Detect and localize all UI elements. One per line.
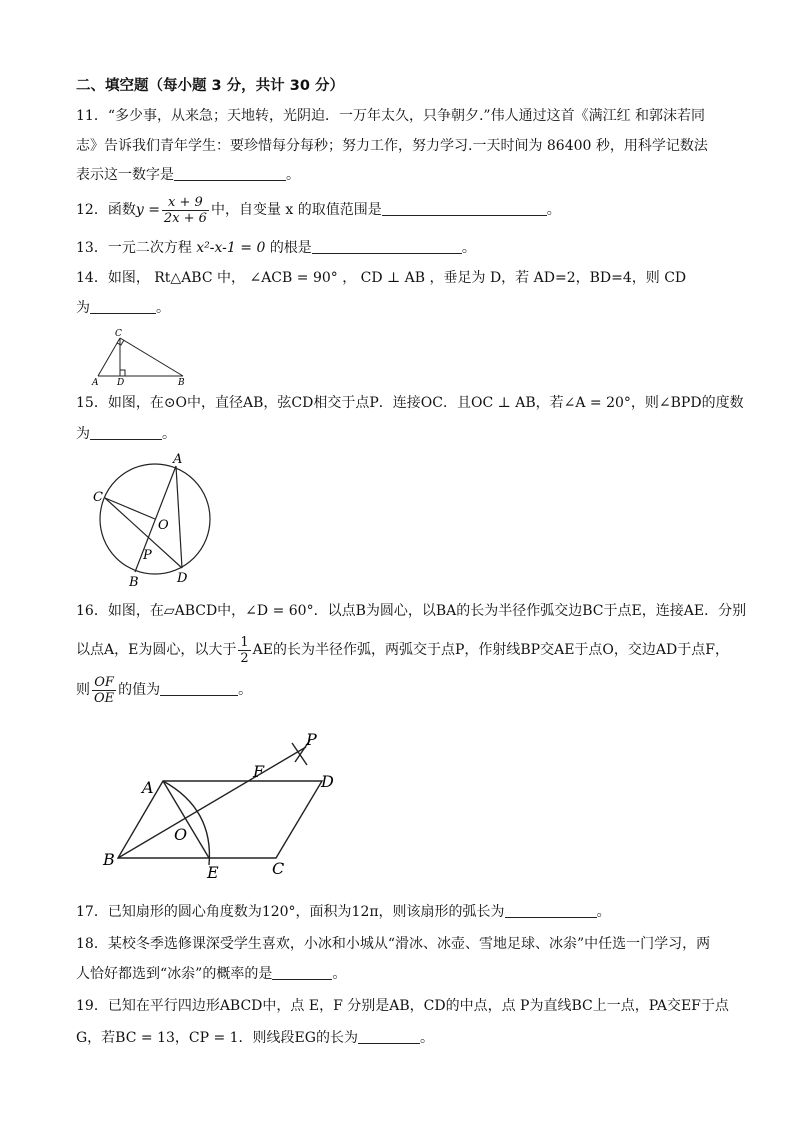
q14-line1: 14．如图， Rt△ABC 中， ∠ACB = 90° ， CD ⊥ AB ，垂足为 D，若 AD=2，BD=4，则 CD [76,270,687,286]
q13-end: 。 [461,240,476,256]
q19-line1: 19．已知在平行四边形ABCD中，点 E，F 分别是AB，CD的中点，点 P为直线BC上一点，PA交EF于点 [76,998,729,1014]
q16-ray-bp [118,747,306,858]
q14-label-c: C [115,329,122,339]
q15-label-p: P [143,548,152,563]
q11-line3 [76,165,300,185]
q15-diameter-ab [135,466,176,572]
q12-end: 。 [546,202,561,218]
q12-fraction [162,195,209,226]
q17-text: 17．已知扇形的圆心角度数为120°，面积为12π，则该扇形的弧长为 [76,904,505,920]
q14-label-a: A [92,378,99,388]
q15-label-b: B [129,575,139,590]
q15-label-o: O [158,518,169,533]
q13-equation: x²-x-1 = 0 [196,240,266,256]
q16-label-o: O [174,825,188,844]
q13-line [76,238,476,258]
q16-text-b: AE的长为半径作弧，两弧交于点P，作射线BP交AE于点O，交边AD于点F， [252,642,729,658]
q16-label-a: A [142,778,154,797]
q15-circle-figure [88,450,218,590]
section-title: 二、填空题（每小题 3 分，共计 30 分） [76,78,344,94]
q18-line1: 18．某校冬季选修课深受学生喜欢，小冰和小城从“滑冰、冰壶、雪地足球、冰尜”中任选一门学习，两 [76,936,711,952]
q12-denominator: 2x + 6 [163,210,207,226]
q16-label-e: E [207,863,219,882]
q15-text: 为 [76,426,90,442]
q16-half-fraction [238,635,250,666]
q11-line2: 志》告诉我们青年学生：要珍惜每分每秒；努力工作，努力学习.一天时间为 86400 秒，用科学记数法 [76,138,708,154]
q18-answer-blank[interactable] [272,965,332,980]
q17-answer-blank[interactable] [505,903,597,918]
q13-answer-blank[interactable] [312,239,462,254]
q16-label-d: D [321,772,334,791]
q15-segment-oc [105,498,155,519]
q15-label-d: D [177,571,188,586]
q16-line3 [76,672,252,708]
q14-side-ac [98,338,120,376]
q16-half-numerator: 1 [240,634,249,650]
q16-text-c: 则 [76,682,90,698]
q16-line1: 16．如图，在▱ABCD中，∠D = 60°．以点B为圆心，以BA的长为半径作弧交边BC于点E，连接AE．分别 [76,603,747,619]
q15-label-a: A [173,452,183,467]
q15-label-c: C [93,490,103,505]
q16-half-denominator: 2 [240,650,249,666]
q14-line2 [76,298,170,318]
q13-prefix: 13．一元二次方程 [76,240,192,256]
q16-ratio-numerator: OF [92,675,116,691]
q18-text: 人恰好都选到“冰尜”的概率的是 [76,966,273,982]
q15-line1: 15．如图，在⊙O中，直径AB，弦CD相交于点P．连接OC．且OC ⊥ AB，若∠A = 20°，则∠BPD的度数 [76,395,744,411]
q12-prefix: 12．函数 [76,202,136,218]
q14-label-b: B [178,378,185,388]
q12-answer-blank[interactable] [382,201,547,216]
q11-answer-blank[interactable] [174,166,286,181]
q15-chord-ad [176,466,182,568]
q19-line2 [76,1028,434,1048]
q13-suffix: 的根是 [269,240,312,256]
q16-ratio-denominator: OE [94,690,115,706]
q11-end: 。 [286,167,300,183]
q17-end: 。 [596,904,611,920]
q16-line2 [76,632,729,668]
q16-end: 。 [238,682,253,698]
q19-answer-blank[interactable] [358,1029,420,1044]
q16-label-c: C [272,859,285,878]
q19-end: 。 [419,1030,434,1046]
q16-text-a: 以点A，E为圆心，以大于 [76,642,237,658]
q16-label-b: B [103,850,115,869]
q12-numerator: x + 9 [162,195,209,211]
q14-label-d: D [117,378,125,388]
q12-line [76,192,561,228]
q12-y: y = [135,202,160,218]
q15-answer-blank[interactable] [90,425,162,440]
q19-text: G，若BC = 13，CP = 1．则线段EG的长为 [76,1030,358,1046]
q11-line1: 11．“多少事，从来急；天地转，光阴迫．一万年太久，只争朝夕.”伟人通过这首《满江红 和郭沫若同 [76,108,706,124]
q17-line [76,902,611,922]
q16-ratio-fraction [92,675,116,706]
q14-right-angle-d [120,370,125,376]
q14-end: 。 [156,300,170,316]
q16-parallelogram-figure [96,725,356,885]
q14-triangle-figure [88,326,198,388]
q12-suffix: 中，自变量 x 的取值范围是 [210,202,382,218]
q11-text: 表示这一数字是 [76,167,174,183]
q18-line2 [76,964,346,984]
q15-line2 [76,424,176,444]
q16-label-p: P [306,730,317,749]
q16-text-d: 的值为 [118,682,161,698]
q18-end: 。 [332,966,347,982]
q16-label-f: F [253,762,265,781]
q14-text: 为 [76,300,90,316]
q14-answer-blank[interactable] [90,299,156,314]
q14-side-cb [120,338,183,376]
q15-end: 。 [162,426,176,442]
q16-answer-blank[interactable] [160,681,238,696]
